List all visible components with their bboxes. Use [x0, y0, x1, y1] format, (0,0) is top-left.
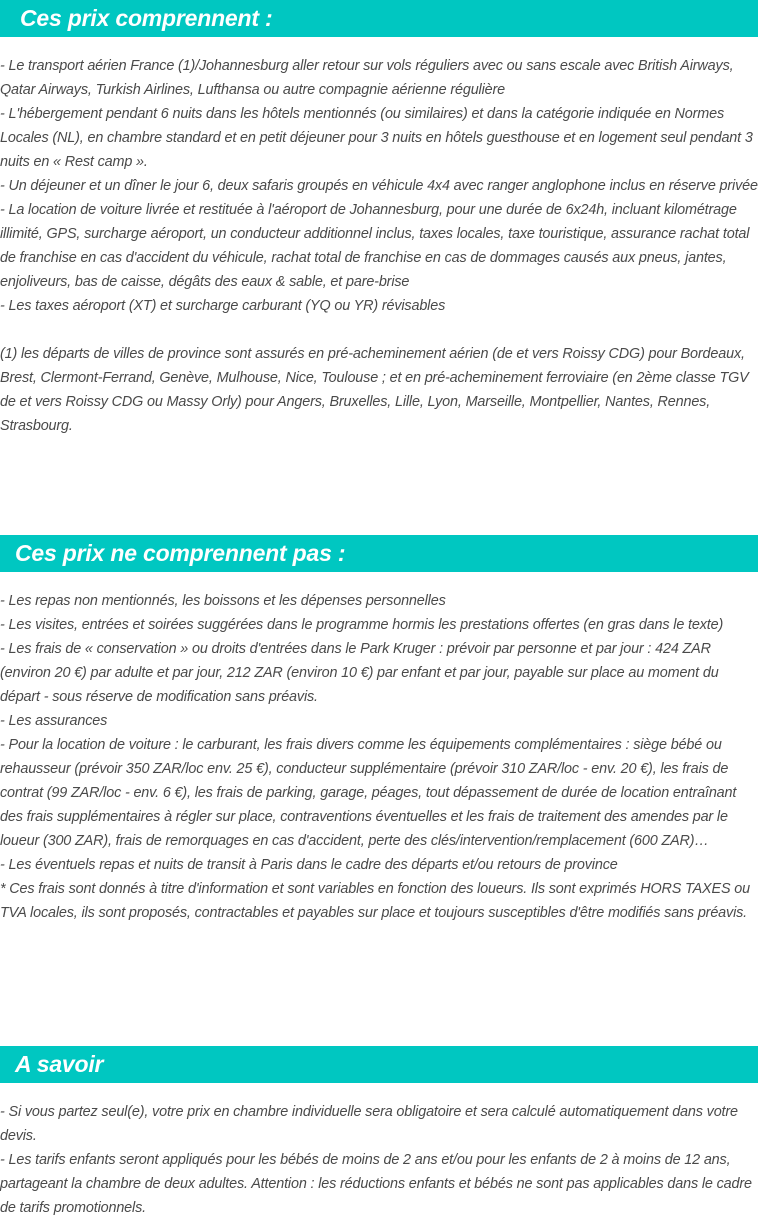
list-item: - Les assurances — [0, 713, 108, 729]
list-item: - Les frais de « conservation » ou droits d'entrées dans le Park Kruger : prévoir par personne et par jour : 424 ZAR (environ 20 €) par adulte et par jour, 212 ZAR (environ 10 €) par enfant et par jour, payable sur place au moment du départ - sous réserve de modification sans préavis. — [0, 641, 719, 705]
list-item: - La location de voiture livrée et restituée à l'aéroport de Johannesburg, pour une durée de 6x24h, incluant kilométrage illimité, GPS, surcharge aéroport, un conducteur additionnel inclus, taxes locales, taxe touristique, assurance rachat total de franchise en cas d'accident du véhicule, rachat total de franchise en cas de dommages causés aux pneus, jantes, enjoliveurs, bas de caisse, dégâts des eaux & sable, et pare-brise — [0, 202, 750, 290]
footnote: (1) les départs de villes de province sont assurés en pré-acheminement aérien (de et vers Roissy CDG) pour Bordeaux, Brest, Clermont-Ferrand, Genève, Mulhouse, Nice, Toulouse ; et en pré-acheminement ferroviaire (en 2ème classe TGV de et vers Roissy CDG ou Massy Orly) pour Angers, Bruxelles, Lille, Lyon, Marseille, Montpellier, Nantes, Rennes, Strasbourg. — [0, 346, 749, 434]
not-included-list — [0, 589, 758, 925]
list-item: - Les visites, entrées et soirées suggérées dans le programme hormis les prestations offertes (en gras dans le texte) — [0, 617, 724, 633]
section-title-included: Ces prix comprennent : — [20, 5, 273, 31]
good-to-know-list — [0, 1100, 758, 1220]
list-item: - Si vous partez seul(e), votre prix en chambre individuelle sera obligatoire et sera calculé automatiquement dans votre devis. — [0, 1104, 738, 1144]
list-item: * Ces frais sont donnés à titre d'information et sont variables en fonction des loueurs. Ils sont exprimés HORS TAXES ou TVA locales, ils sont proposés, contractables et payables sur place et toujours susceptibles d'être modifiés sans préavis. — [0, 881, 750, 921]
list-item: - Les repas non mentionnés, les boissons et les dépenses personnelles — [0, 593, 446, 609]
section-title-good-to-know: A savoir — [15, 1051, 104, 1077]
section-header-good-to-know — [0, 1046, 758, 1083]
list-item: - Les taxes aéroport (XT) et surcharge carburant (YQ ou YR) révisables — [0, 298, 446, 314]
included-list — [0, 54, 758, 438]
list-item: - L'hébergement pendant 6 nuits dans les hôtels mentionnés (ou similaires) et dans la catégorie indiquée en Normes Locales (NL), en chambre standard et en petit déjeuner pour 3 nuits en hôtels guesthouse et en logement seul pendant 3 nuits en « Rest camp ». — [0, 106, 753, 170]
list-item: - Pour la location de voiture : le carburant, les frais divers comme les équipements complémentaires : siège bébé ou rehausseur (prévoir 350 ZAR/loc env. 25 €), conducteur supplémentaire (prévoir 310 ZAR/loc - env. 20 €), les frais de contrat (99 ZAR/loc - env. 6 €), les frais de parking, garage, péages, tout dépassement de durée de location entraînant des frais supplémentaires à régler sur place, contraventions éventuelles et les frais de traitement des amendes par le loueur (300 ZAR), frais de remorquages en cas d'accident, perte des clés/intervention/remplacement (600 ZAR)… — [0, 737, 737, 849]
list-item: - Les tarifs enfants seront appliqués pour les bébés de moins de 2 ans et/ou pour les enfants de 2 à moins de 12 ans, partageant la chambre de deux adultes. Attention : les réductions enfants et bébés ne sont pas applicables dans le cadre de tarifs promotionnels. — [0, 1152, 752, 1216]
section-header-included — [0, 0, 758, 37]
section-title-not-included: Ces prix ne comprennent pas : — [15, 540, 346, 566]
list-item: - Le transport aérien France (1)/Johannesburg aller retour sur vols réguliers avec ou sans escale avec British Airways, Qatar Airways, Turkish Airlines, Lufthansa ou autre compagnie aérienne régulière — [0, 58, 734, 98]
list-item: - Un déjeuner et un dîner le jour 6, deux safaris groupés en véhicule 4x4 avec ranger anglophone inclus en réserve privée — [0, 178, 758, 194]
section-header-not-included — [0, 535, 758, 572]
list-item: - Les éventuels repas et nuits de transit à Paris dans le cadre des départs et/ou retours de province — [0, 857, 618, 873]
